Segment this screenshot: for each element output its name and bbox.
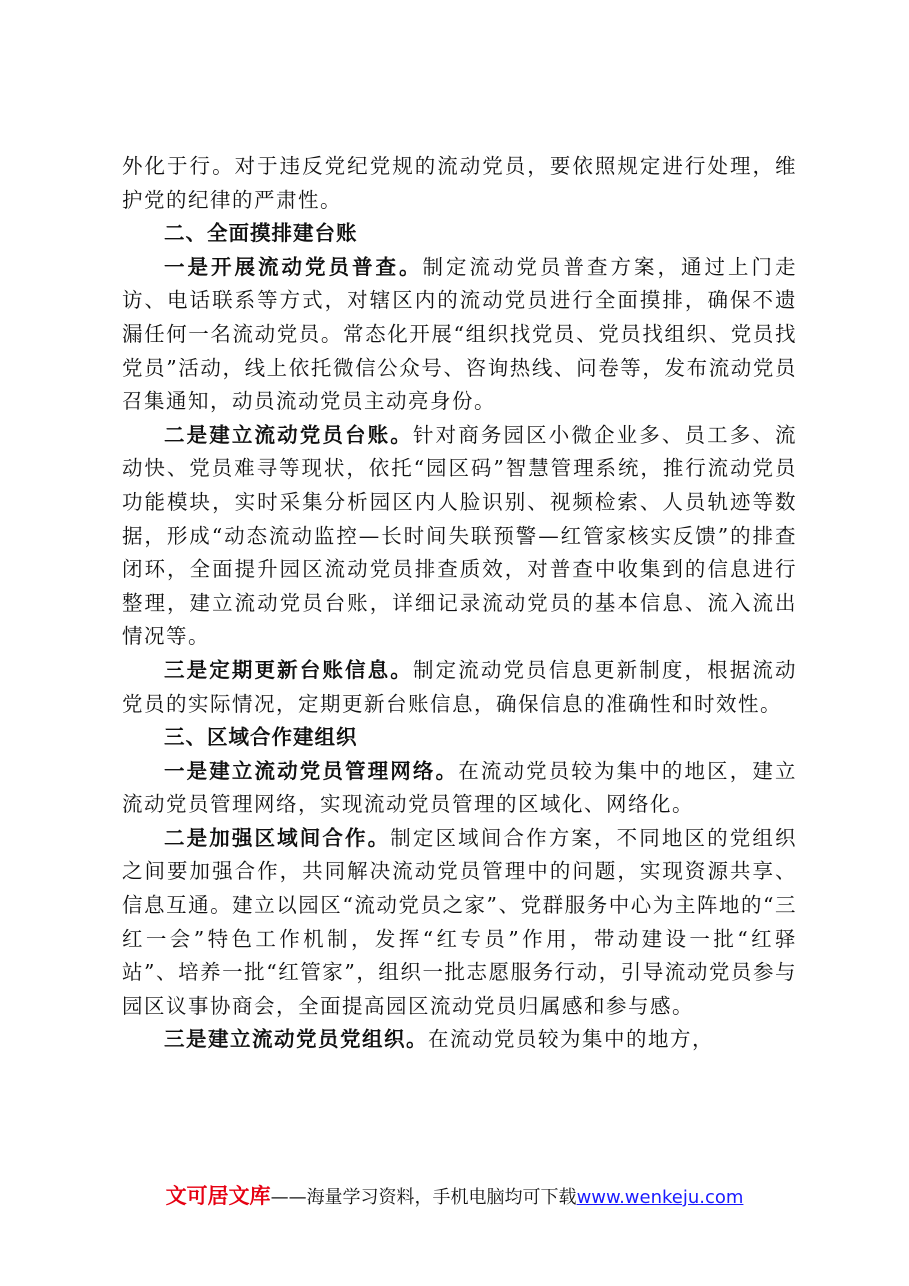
- footer-site-link[interactable]: www.wenkeju.com: [576, 1187, 744, 1208]
- paragraph-text: 在流动党员较为集中的地区，建立流动党员管理网络，实现流动党员管理的区域化、网络化。: [122, 758, 798, 817]
- paragraph-lead: 一是建立流动党员管理网络。: [164, 758, 459, 783]
- section-heading-2: 二、全面摸排建台账: [164, 221, 358, 246]
- paragraph-survey: [122, 251, 797, 419]
- paragraph-lead: 二是建立流动党员台账。: [164, 422, 413, 447]
- paragraph-cooperation: [122, 822, 797, 1024]
- footer-brand: 文可居文库: [165, 1184, 271, 1208]
- paragraph-lead: 三是建立流动党员党组织。: [164, 1027, 428, 1052]
- paragraph-organization: [122, 1023, 797, 1057]
- paragraph-text: 制定区域间合作方案，不同地区的党组织之间要加强合作，共同解决流动党员管理中的问题，实现资源共享、信息互通。建立以园区“流动党员之家”、党群服务中心为主阵地的“三红一会”特色工作机制，发挥“红专员”作用，带动建设一批“红驿站”、培养一批“红管家”，组织一批志愿服务行动，引导流动党员参与园区议事协商会，全面提高园区流动党员归属感和参与感。: [122, 825, 797, 1018]
- section-heading-3: 三、区域合作建组织: [164, 725, 358, 750]
- footer-slogan: ——海量学习资料，手机电脑均可下载: [270, 1187, 577, 1208]
- paragraph-ledger: [122, 419, 797, 654]
- document-body: [122, 150, 797, 1057]
- paragraph-lead: 二是加强区域间合作。: [164, 825, 391, 850]
- paragraph-network: [122, 755, 797, 822]
- paragraph-text: 制定流动党员信息更新制度，根据流动党员的实际情况，定期更新台账信息，确保信息的准确性和时效性。: [122, 657, 798, 716]
- paragraph-update: [122, 654, 797, 721]
- paragraph-lead: 三是定期更新台账信息。: [164, 657, 413, 682]
- paragraph-text: 在流动党员较为集中的地方，: [428, 1027, 714, 1052]
- page-footer: [0, 1183, 909, 1211]
- paragraph-text: 制定流动党员普查方案，通过上门走访、电话联系等方式，对辖区内的流动党员进行全面摸排，确保不遗漏任何一名流动党员。常态化开展“组织找党员、党员找组织、党员找党员”活动，线上依托微信公众号、咨询热线、问卷等，发布流动党员召集通知，动员流动党员主动亮身份。: [122, 254, 797, 414]
- paragraph-continuation: [122, 150, 797, 217]
- paragraph-text: 针对商务园区小微企业多、员工多、流动快、党员难寻等现状，依托“园区码”智慧管理系统，推行流动党员功能模块，实时采集分析园区内人脸识别、视频检索、人员轨迹等数据，形成“动态流动监控—长时间失联预警—红管家核实反馈”的排查闭环，全面提升园区流动党员排查质效，对普查中收集到的信息进行整理，建立流动党员台账，详细记录流动党员的基本信息、流入流出情况等。: [122, 422, 798, 649]
- paragraph-lead: 一是开展流动党员普查。: [164, 254, 423, 279]
- paragraph-text: 外化于行。对于违反党纪党规的流动党员，要依照规定进行处理，维护党的纪律的严肃性。: [122, 154, 797, 212]
